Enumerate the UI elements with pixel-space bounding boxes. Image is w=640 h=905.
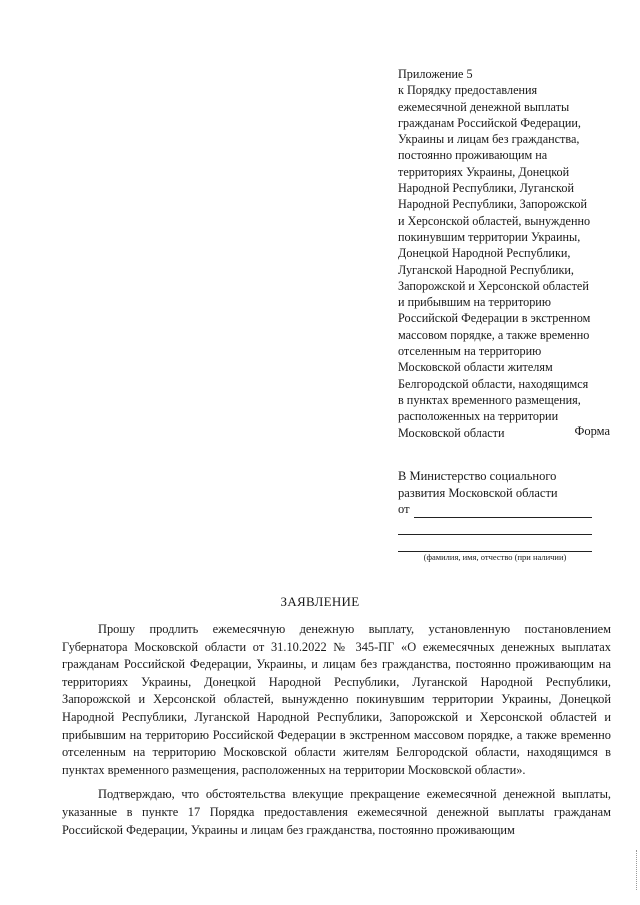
scan-edge-mark [636,850,640,890]
annex-line: в пунктах временного размещения, [398,392,581,407]
annex-line: Российской Федерации в экстренном [398,311,591,326]
annex-line: отселенным на территорию [398,344,542,359]
annex-line: Белгородской области, находящимся [398,376,589,391]
annex-line: территориях Украины, Донецкой [398,164,570,179]
body-paragraph-1: Прошу продлить ежемесячную денежную выплату, установленную постановлением Губернатора Московской области от 31.10.2022 № 345-ПГ «О ежемесячных денежных выплатах гражданам Российской Федерации, Украины, и лицам без гражданства, постоянно проживающим на территориях Украины, Донецкой Народной Республики, Луганской Народной Республики, Запорожской и Херсонской областей, вынужденно покинувшим территории Украины, Донецкой Народной Республики, Луганской Народной Республики, Запорожской и Херсонской областей и прибывшим на территорию Российской Федерации в экстренном массовом порядке, а также временно отселенным на территорию Московской области жителям Белгородской области, находящимся в пунктах временного размещения, расположенных на территории Московской области». [62,622,611,777]
annex-line: Донецкой Народной Республики, [398,246,571,261]
annex-line: массовом порядке, а также временно [398,327,590,342]
annex-line: Украины и лицам без гражданства, [398,132,580,147]
from-row [398,501,598,518]
addressee-line-2: развития Московской области [398,485,558,500]
annex-line: Народной Республики, Запорожской [398,197,588,212]
annex-line: постоянно проживающим на [398,148,548,163]
annex-header [398,66,618,441]
annex-line: Приложение 5 [398,67,473,81]
annex-line: покинувшим территории Украины, [398,229,581,244]
annex-line: к Порядку предоставления [398,83,538,98]
addressee-line-1: В Министерство социального [398,469,557,483]
annex-line: Московской области жителям [398,360,553,375]
annex-line: Луганской Народной Республики, [398,262,574,277]
blank-line-3[interactable] [398,535,592,552]
annex-line: Народной Республики, Луганской [398,181,574,196]
from-label: от [398,502,410,516]
blank-line-2[interactable] [398,518,592,535]
document-title: ЗАЯВЛЕНИЕ [280,594,360,609]
annex-line: расположенных на территории [398,409,559,424]
addressee-block [398,468,598,563]
name-hint: (фамилия, имя, отчество (при наличии) [423,551,567,562]
annex-line: ежемесячной денежной выплаты [398,99,570,114]
document-body [62,621,611,846]
annex-line: Запорожской и Херсонской областей [398,278,589,293]
annex-line: Московской области [398,425,505,440]
from-blank-line[interactable] [414,505,592,518]
form-label: Форма [574,424,610,438]
annex-line: и прибывшим на территорию [398,295,551,310]
annex-line: и Херсонской областей, вынужденно [398,213,591,228]
annex-line: гражданам Российской Федерации, [398,115,581,130]
body-paragraph-2: Подтверждаю, что обстоятельства влекущие прекращение ежемесячной денежной выплаты, указанные в пункте 17 Порядка предоставления ежемесячной денежной выплаты гражданам Российской Федерации, Украины и лицам без гражданства, постоянно проживающим [62,787,611,837]
